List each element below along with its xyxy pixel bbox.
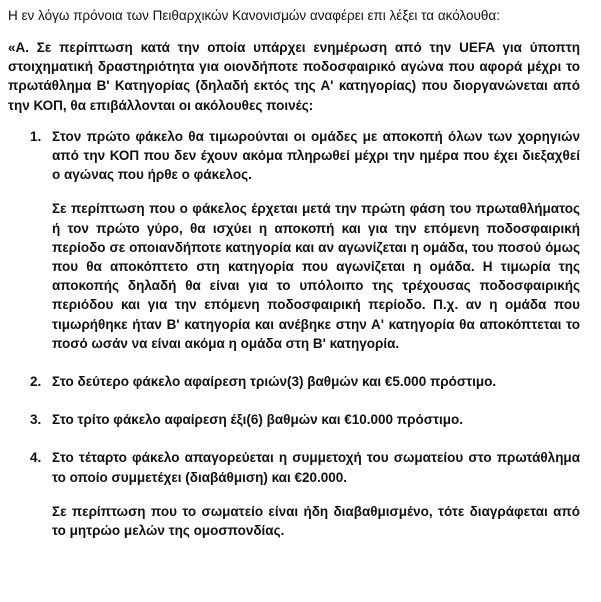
list-item-paragraph: Σε περίπτωση που το σωματείο είναι ήδη διαβαθμισμένο, τότε διαγράφεται από το μητρώο μελών της ομοσπονδίας. bbox=[52, 503, 580, 539]
intro-text: Η εν λόγω πρόνοια των Πειθαρχικών Κανονισμών αναφέρει επι λέξει τα ακόλουθα: bbox=[8, 8, 500, 23]
list-item-4 bbox=[8, 448, 580, 540]
list-item-3 bbox=[8, 410, 580, 429]
list-item-number: 4. bbox=[30, 450, 42, 466]
quoted-provision: «Α. Σε περίπτωση κατά την οποία υπάρχει ενημέρωση από την UEFA για ύποπτη στοιχηματική δραστηριότητα για οιονδήποτε ποδοσφαιρικό αγώνα που αφορά μέχρι το πρωτάθλημα Β' Κατηγορίας (δηλαδή εκτός της Α' κατηγορίας) που διοργανώνεται από την ΚΟΠ, θα επιβάλλονται οι ακόλουθες ποινές: bbox=[8, 40, 580, 113]
list-item-number: 1. bbox=[30, 128, 42, 144]
list-item-paragraph: Στο δεύτερο φάκελο αφαίρεση τριών(3) βαθμών και €5.000 πρόστιμο. bbox=[52, 374, 497, 390]
list-item-paragraph: Στο τέταρτο φάκελο απαγορεύεται η συμμετοχή του σωματείου στο πρωτάθλημα το οποίο συμμετέχει (διαβάθμιση) και €20.000. bbox=[52, 450, 580, 485]
list-item-paragraph: Στον πρώτο φάκελο θα τιμωρούνται οι ομάδες με αποκοπή όλων των χορηγιών από την ΚΟΠ που δεν έχουν ακόμα πληρωθεί μέχρι την ημέρα που έχει διεξαχθεί ο αγώνας που ήρθε ο φάκελος. bbox=[52, 128, 580, 183]
list-item-1 bbox=[8, 127, 580, 353]
document-page bbox=[8, 6, 580, 540]
list-item-paragraph: Στο τρίτο φάκελο αφαίρεση έξι(6) βαθμών και €10.000 πρόστιμο. bbox=[52, 412, 464, 428]
list-item-number: 3. bbox=[30, 412, 42, 428]
list-item-paragraph: Σε περίπτωση που ο φάκελος έρχεται μετά την πρώτη φάση του πρωταθλήματος ή τον πρώτο γύρο, θα ισχύει η αποκοπή και για την επόμενη ποδοσφαιρική περίοδο σε οποιανδήποτε κατηγορία και αν αγωνίζεται η ομάδα, του ποσού όμως που θα αποκόπτετο στη κατηγορία που αγωνίζεται η ομάδα. Η τιμωρία της αποκοπής δηλαδή θα είναι για το υπόλοιπο της τρέχουσας ποδοσφαιρικής περιόδου και για την επόμενη ποδοσφαιρική περίοδο. Π.χ. αν η ομάδα που τιμωρήθηκε ήταν Β' κατηγορία και ανέβηκε στην Α' κατηγορία θα αποκόπτεται το ποσό ωσάν να είναι ακόμα η ομάδα στη Β' κατηγορία. bbox=[52, 201, 580, 351]
list-item-number: 2. bbox=[30, 374, 42, 390]
list-item-2 bbox=[8, 372, 580, 391]
